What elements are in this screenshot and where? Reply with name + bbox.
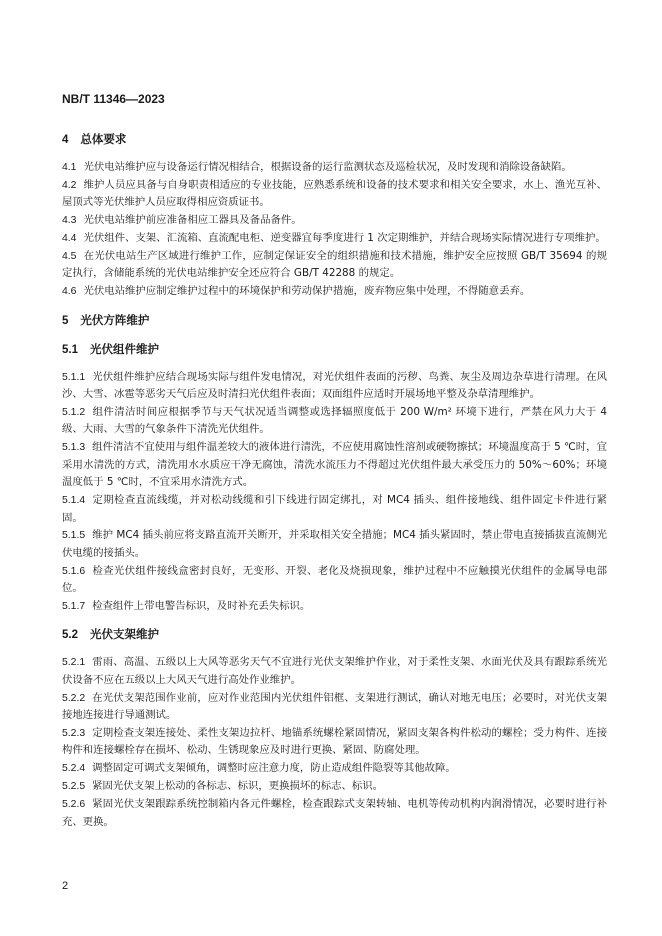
clause-paragraph <box>62 177 607 212</box>
clause-text: 组件清洁不宜使用与组件温差较大的液体进行清洗，不应使用腐蚀性溶剂或硬物擦拭；环境温度高于 5 ℃时，宜采用水清洗的方式，清洗用水水质应干净无腐蚀，清洗水流压力不得超过光伏组件最大承受压力的 50%～60%；环境温度低于 5 ℃时，不宜采用水清洗方式。 <box>62 441 607 489</box>
clause-number: 5.2.1 <box>62 657 86 669</box>
clause-text: 光伏电站维护应与设备运行情况相结合，根据设备的运行监测状态及巡检状况，及时发现和消除设备缺陷。 <box>83 161 572 173</box>
standard-code: NB/T 11346—2023 <box>62 92 165 106</box>
clause-text: 在光伏电站生产区域进行维护工作，应制定保证安全的组织措施和技术措施，维护安全应按照 GB/T 35694 的规定执行，含储能系统的光伏电站维护安全还应符合 GB/T 42288 的规定。 <box>62 250 607 280</box>
clause-number: 5 <box>62 314 69 327</box>
clause-number: 5.1.2 <box>62 407 86 419</box>
section-heading <box>62 130 607 149</box>
clause-number: 5.1.7 <box>62 601 86 613</box>
clause-number: 5.1 <box>62 343 78 356</box>
clause-text: 检查组件上带电警告标识，及时补充丢失标识。 <box>92 600 311 613</box>
clause-paragraph <box>62 760 607 777</box>
clause-paragraph <box>62 404 607 439</box>
clause-text: 光伏支架维护 <box>90 627 159 642</box>
clause-text: 维护人员应具备与自身职责相适应的专业技能，应熟悉系统和设备的技术要求和相关安全要求，水上、渔光互补、屋顶式等光伏维护人员应取得相应资质证书。 <box>62 178 607 209</box>
page-number: 2 <box>62 880 69 892</box>
clause-paragraph <box>62 159 607 176</box>
clause-paragraph <box>62 598 607 615</box>
clause-text: 光伏电站维护前应准备相应工器具及备品备件。 <box>83 214 302 227</box>
clause-number: 4.4 <box>62 233 77 245</box>
clause-text: 光伏组件维护应结合现场实际与组件发电情况，对光伏组件表面的污秽、鸟粪、灰尘及周边杂草进行清理。在风沙、大雪、冰雹等恶劣天气后应及时清扫光伏组件表面；双面组件应适时开展场地平整及杂草清理维护。 <box>62 370 607 401</box>
clause-text: 检查光伏组件接线盒密封良好，无变形、开裂、老化及烧损现象，维护过程中不应触摸光伏组件的金属导电部位。 <box>62 564 607 595</box>
clause-number: 5.2.6 <box>62 799 86 811</box>
clause-paragraph <box>62 248 607 283</box>
clause-text: 光伏方阵维护 <box>80 312 150 327</box>
clause-number: 5.2.5 <box>62 781 86 793</box>
section-heading <box>62 311 607 330</box>
clause-paragraph <box>62 690 607 725</box>
clause-text: 维护 MC4 插头前应将支路直流开关断开，并采取相关安全措施；MC4 插头紧固时，禁止带电直接插拔直流侧光伏电缆的接插头。 <box>62 529 607 559</box>
clause-text: 调整固定可调式支架倾角，调整时应注意力度，防止造成组件隐裂等其他故障。 <box>92 762 456 775</box>
clause-paragraph <box>62 796 607 831</box>
clause-number: 5.2.3 <box>62 728 86 740</box>
clause-text: 光伏组件维护 <box>90 341 159 356</box>
clause-number: 4.2 <box>62 179 77 191</box>
clause-text: 在光伏支架范围作业前，应对作业范围内光伏组件铝框、支架进行测试，确认对地无电压；必要时，对光伏支架接地连接进行导通测试。 <box>62 691 607 722</box>
clause-paragraph <box>62 725 607 760</box>
clause-paragraph <box>62 527 607 562</box>
clause-paragraph <box>62 212 607 229</box>
clause-number: 4.3 <box>62 215 77 227</box>
clause-paragraph <box>62 283 607 300</box>
clause-text: 紧固光伏支架上松动的各标志、标识，更换损坏的标志、标识。 <box>92 780 384 793</box>
clause-number: 5.1.1 <box>62 371 86 383</box>
clause-paragraph <box>62 439 607 491</box>
clause-paragraph <box>62 230 607 247</box>
clause-number: 5.2 <box>62 629 78 642</box>
clause-number: 4.1 <box>62 162 77 173</box>
clause-number: 4.5 <box>62 251 77 263</box>
clause-number: 4.6 <box>62 286 77 298</box>
clause-text: 光伏组件、支架、汇流箱、直流配电柜、逆变器宜每季度进行 1 次定期维护，并结合现场实际情况进行专项维护。 <box>83 232 606 245</box>
clause-text: 定期检查支架连接处、柔性支架边拉杆、地锚系统螺栓紧固情况，紧固支架各构件松动的螺栓；受力构件、连接构件和连接螺栓存在损坏、松动、生锈现象应及时进行更换、紧固、防腐处理。 <box>62 727 607 757</box>
clause-text: 雷雨、高温、五级以上大风等恶劣天气不宜进行光伏支架维护作业，对于柔性支架、水面光伏及具有跟踪系统光伏设备不应在五级以上大风天气进行高处作业维护。 <box>62 656 607 686</box>
clause-number: 5.1.3 <box>62 442 86 454</box>
section-heading <box>62 340 607 359</box>
clause-paragraph <box>62 778 607 795</box>
clause-text: 紧固光伏支架跟踪系统控制箱内各元件螺栓，检查跟踪式支架转轴、电机等传动机构内润滑情况，必要时进行补充、更换。 <box>62 798 607 828</box>
clause-text: 组件清洁时间应根据季节与天气状况适当调整或选择辐照度低于 200 W/m² 环境下进行，严禁在风力大于 4 级、大雨、大雪的气象条件下清洗光伏组件。 <box>62 406 607 436</box>
clause-text: 定期检查直流线缆，并对松动线缆和引下线进行固定绑扎，对 MC4 插头、组件接地线、组件固定卡件进行紧固。 <box>62 494 607 524</box>
clause-paragraph <box>62 563 607 598</box>
clause-text: 光伏电站维护应制定维护过程中的环境保护和劳动保护措施，废弃物应集中处理，不得随意丢弃。 <box>83 285 531 298</box>
clause-number: 5.1.6 <box>62 565 86 577</box>
clause-paragraph <box>62 654 607 689</box>
clause-number: 5.2.2 <box>62 692 86 704</box>
clause-number: 5.2.4 <box>62 763 86 775</box>
clause-paragraph <box>62 492 607 527</box>
clause-number: 5.1.5 <box>62 530 86 542</box>
section-heading <box>62 625 607 644</box>
clause-text: 总体要求 <box>80 132 127 146</box>
clause-number: 5.1.4 <box>62 495 86 507</box>
clause-paragraph <box>62 369 607 404</box>
document-body <box>62 120 607 832</box>
clause-number: 4 <box>62 134 69 146</box>
